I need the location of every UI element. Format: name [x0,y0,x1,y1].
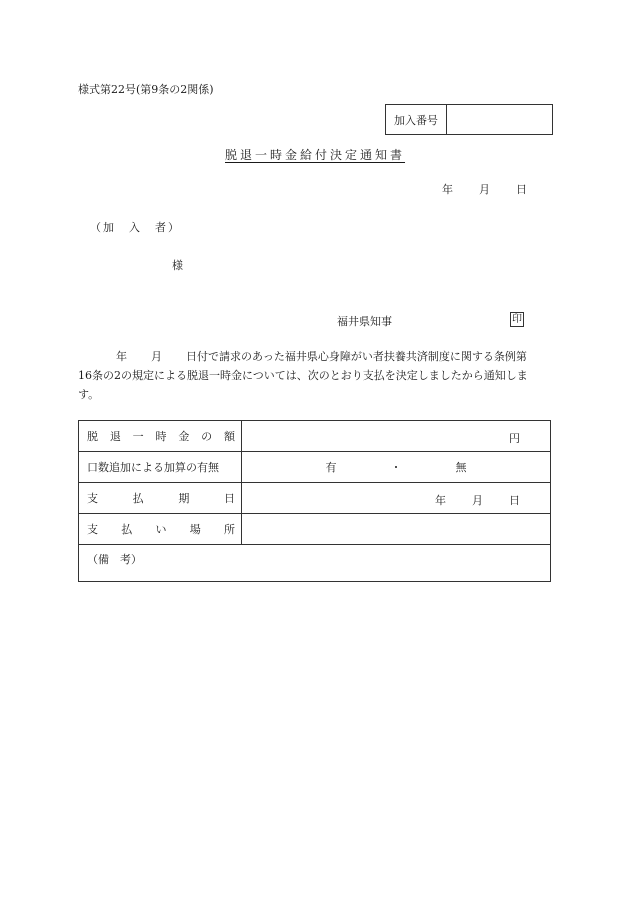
body-line1: 日付で請求のあった福井県心身障がい者扶養共済制度に関する条例第 [186,350,527,363]
table-row-addition [79,452,551,483]
amount-label: 脱 退 一 時 金 の 額 [79,421,242,452]
pay-place-field[interactable] [242,514,551,545]
pay-date-year: 年 [435,494,446,507]
remarks-field[interactable] [79,545,551,582]
pay-date-day: 日 [509,494,520,507]
form-number: 様式第22号(第9条の2関係) [78,83,214,96]
amount-field[interactable] [242,421,551,452]
pay-place-label: 支 払 い 場 所 [79,514,242,545]
detail-table [78,420,551,582]
member-label: （加 入 者） [90,221,181,234]
issue-date-month: 月 [479,183,490,196]
body-month: 月 [151,350,162,363]
addition-field[interactable] [242,452,551,483]
pay-date-month: 月 [472,494,483,507]
addition-dot: ・ [390,461,402,474]
addition-no[interactable]: 無 [455,461,467,474]
honorific: 様 [172,259,183,272]
issue-date [442,181,527,197]
seal-mark: 印 [512,314,522,325]
addition-yes[interactable]: 有 [325,461,337,474]
document-title: 脱退一時金給付決定通知書 [225,148,406,162]
remarks-label: （備 考） [87,553,142,566]
table-row-remarks [79,545,551,582]
issue-date-year: 年 [442,183,453,196]
body-line2: 16条の2の規定による脱退一時金については、次のとおり支払を決定しましたから通知しま [78,369,528,382]
amount-unit: 円 [509,432,520,445]
pay-date-label: 支 払 期 日 [79,483,242,514]
member-number-field[interactable] [447,105,552,134]
addition-label: 口数追加による加算の有無 [79,452,242,483]
table-row-amount [79,421,551,452]
table-row-pay-date [79,483,551,514]
issue-date-day: 日 [516,183,527,196]
pay-date-field[interactable] [242,483,551,514]
body-year: 年 [116,350,127,363]
member-number-box [385,104,553,135]
issuer-name: 福井県知事 [337,315,392,328]
member-number-label: 加入番号 [386,105,447,134]
body-line3: す。 [78,388,100,401]
body-text [78,347,552,404]
table-row-pay-place [79,514,551,545]
